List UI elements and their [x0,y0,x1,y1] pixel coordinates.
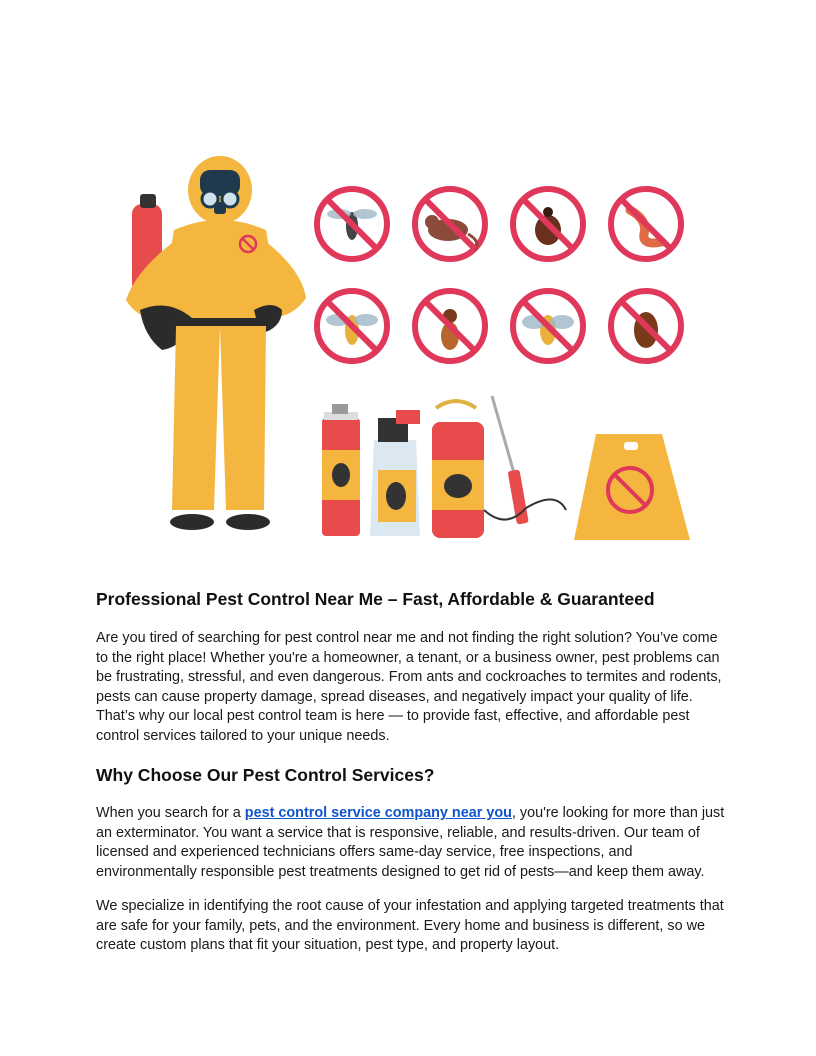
main-heading: Professional Pest Control Near Me – Fast, Affordable & Guaranteed [96,589,655,609]
paragraph-text-after-link: , you're looking for more than just an exterminator. You want a service that is responsive, reliable, and results-driven. Our team of licensed and experienced technicians offers same-day service, free inspections, and environmentally responsible pest treatments designed to get rid of pests—and keep them away. [96,805,725,880]
warning-sign-icon [574,434,690,540]
pest-control-illustration [96,150,720,550]
no-tick-icon [513,189,583,259]
no-rat-icon [415,189,485,259]
pest-control-service-link[interactable]: pest control service company near you [244,805,512,821]
paragraph-text-before-link: When you search for a [96,805,245,821]
no-termite-icon [415,291,485,361]
pump-sprayer-icon [432,396,566,538]
spray-bottle-icon [370,410,420,536]
no-centipede-icon [611,189,681,259]
aerosol-can-icon [322,404,360,536]
no-mosquito-icon [317,189,387,259]
services-paragraph [96,804,726,882]
no-cockroach-icon [611,291,681,361]
article-body [96,586,726,956]
exterminator-icon [126,156,306,530]
no-fly-icon [317,291,387,361]
section-heading: Why Choose Our Pest Control Services? [96,765,435,785]
hero-illustration [96,150,720,550]
intro-paragraph: Are you tired of searching for pest control near me and not finding the right solution? You’ve come to the right place! Whether you're a homeowner, a tenant, or a business owner, pest problems can be frustrating, stressful, and even dangerous. From ants and cockroaches to termites and rodents, pests can cause property damage, spread diseases, and negatively impact your quality of life. That’s why our local pest control team is here — to provide fast, effective, and affordable pest control services tailored to your unique needs. [96,630,722,744]
no-bee-icon [513,291,583,361]
specialize-paragraph: We specialize in identifying the root cause of your infestation and applying targeted treatments that are safe for your family, pets, and the environment. Every home and business is different, so we create custom plans that fit your situation, pest type, and property layout. [96,898,724,953]
